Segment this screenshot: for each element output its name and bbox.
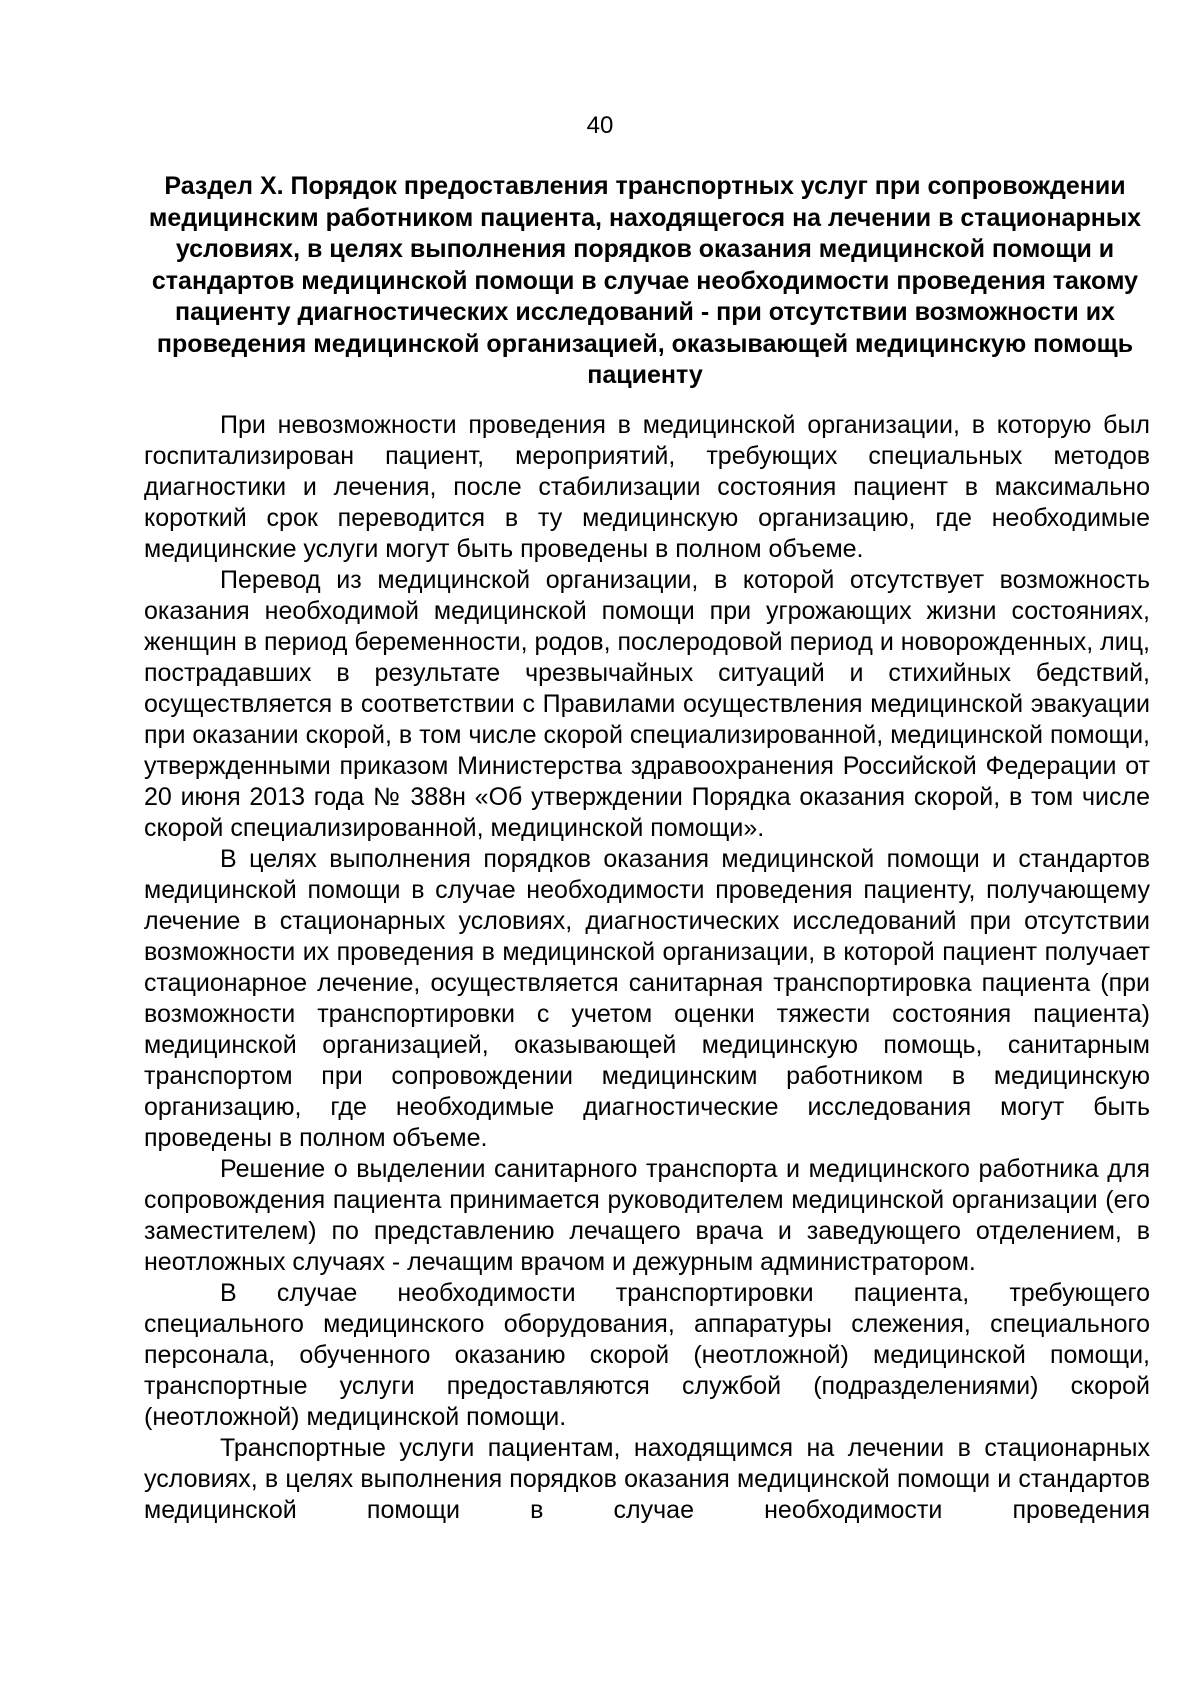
section-title: Раздел X. Порядок предоставления транспортных услуг при сопровождении медицинским работником пациента, находящегося на лечении в стационарных условиях, в целях выполнения порядков оказания медицинской помощи и стандартов медицинской помощи в случае необходимости проведения такому пациенту диагностических исследований - при отсутствии возможности их проведения медицинской организацией, оказывающей медицинскую помощь пациенту xyxy=(148,172,1142,389)
paragraph: При невозможности проведения в медицинской организации, в которую был госпитализирован пациент, мероприятий, требующих специальных методов диагностики и лечения, после стабилизации состояния пациент в максимально короткий срок переводится в ту медицинскую организацию, где необходимые медицинские услуги могут быть проведены в полном объеме. xyxy=(144,411,1150,563)
paragraph: В целях выполнения порядков оказания медицинской помощи и стандартов медицинской помощи в случае необходимости проведения пациенту, получающему лечение в стационарных условиях, диагностических исследований при отсутствии возможности их проведения в медицинской организации, в которой пациент получает стационарное лечение, осуществляется санитарная транспортировка пациента (при возможности транспортировки с учетом оценки тяжести состояния пациента) медицинской организацией, оказывающей медицинскую помощь, санитарным транспортом при сопровождении медицинским работником в медицинскую организацию, где необходимые диагностические исследования могут быть проведены в полном объеме. xyxy=(144,845,1150,1152)
paragraph: Транспортные услуги пациентам, находящимся на лечении в стационарных условиях, в целях выполнения порядков оказания медицинской помощи и стандартов медицинской помощи в случае необходимости проведения xyxy=(144,1434,1150,1524)
paragraph: В случае необходимости транспортировки пациента, требующего специального медицинского оборудования, аппаратуры слежения, специального персонала, обученного оказанию скорой (неотложной) медицинской помощи, транспортные услуги предоставляются службой (подразделениями) скорой (неотложной) медицинской помощи. xyxy=(144,1279,1150,1431)
paragraph: Решение о выделении санитарного транспорта и медицинского работника для сопровождения пациента принимается руководителем медицинской организации (его заместителем) по представлению лечащего врача и заведующего отделением, в неотложных случаях - лечащим врачом и дежурным администратором. xyxy=(144,1155,1150,1276)
body-text xyxy=(144,410,1150,1526)
paragraph: Перевод из медицинской организации, в которой отсутствует возможность оказания необходимой медицинской помощи при угрожающих жизни состояниях, женщин в период беременности, родов, послеродовой период и новорожденных, лиц, пострадавших в результате чрезвычайных ситуаций и стихийных бедствий, осуществляется в соответствии с Правилами осуществления медицинской эвакуации при оказании скорой, в том числе скорой специализированной, медицинской помощи, утвержденными приказом Министерства здравоохранения Российской Федерации от 20 июня 2013 года № 388н «Об утверждении Порядка оказания скорой, в том числе скорой специализированной, медицинской помощи». xyxy=(144,566,1150,842)
page-number: 40 xyxy=(586,112,614,139)
